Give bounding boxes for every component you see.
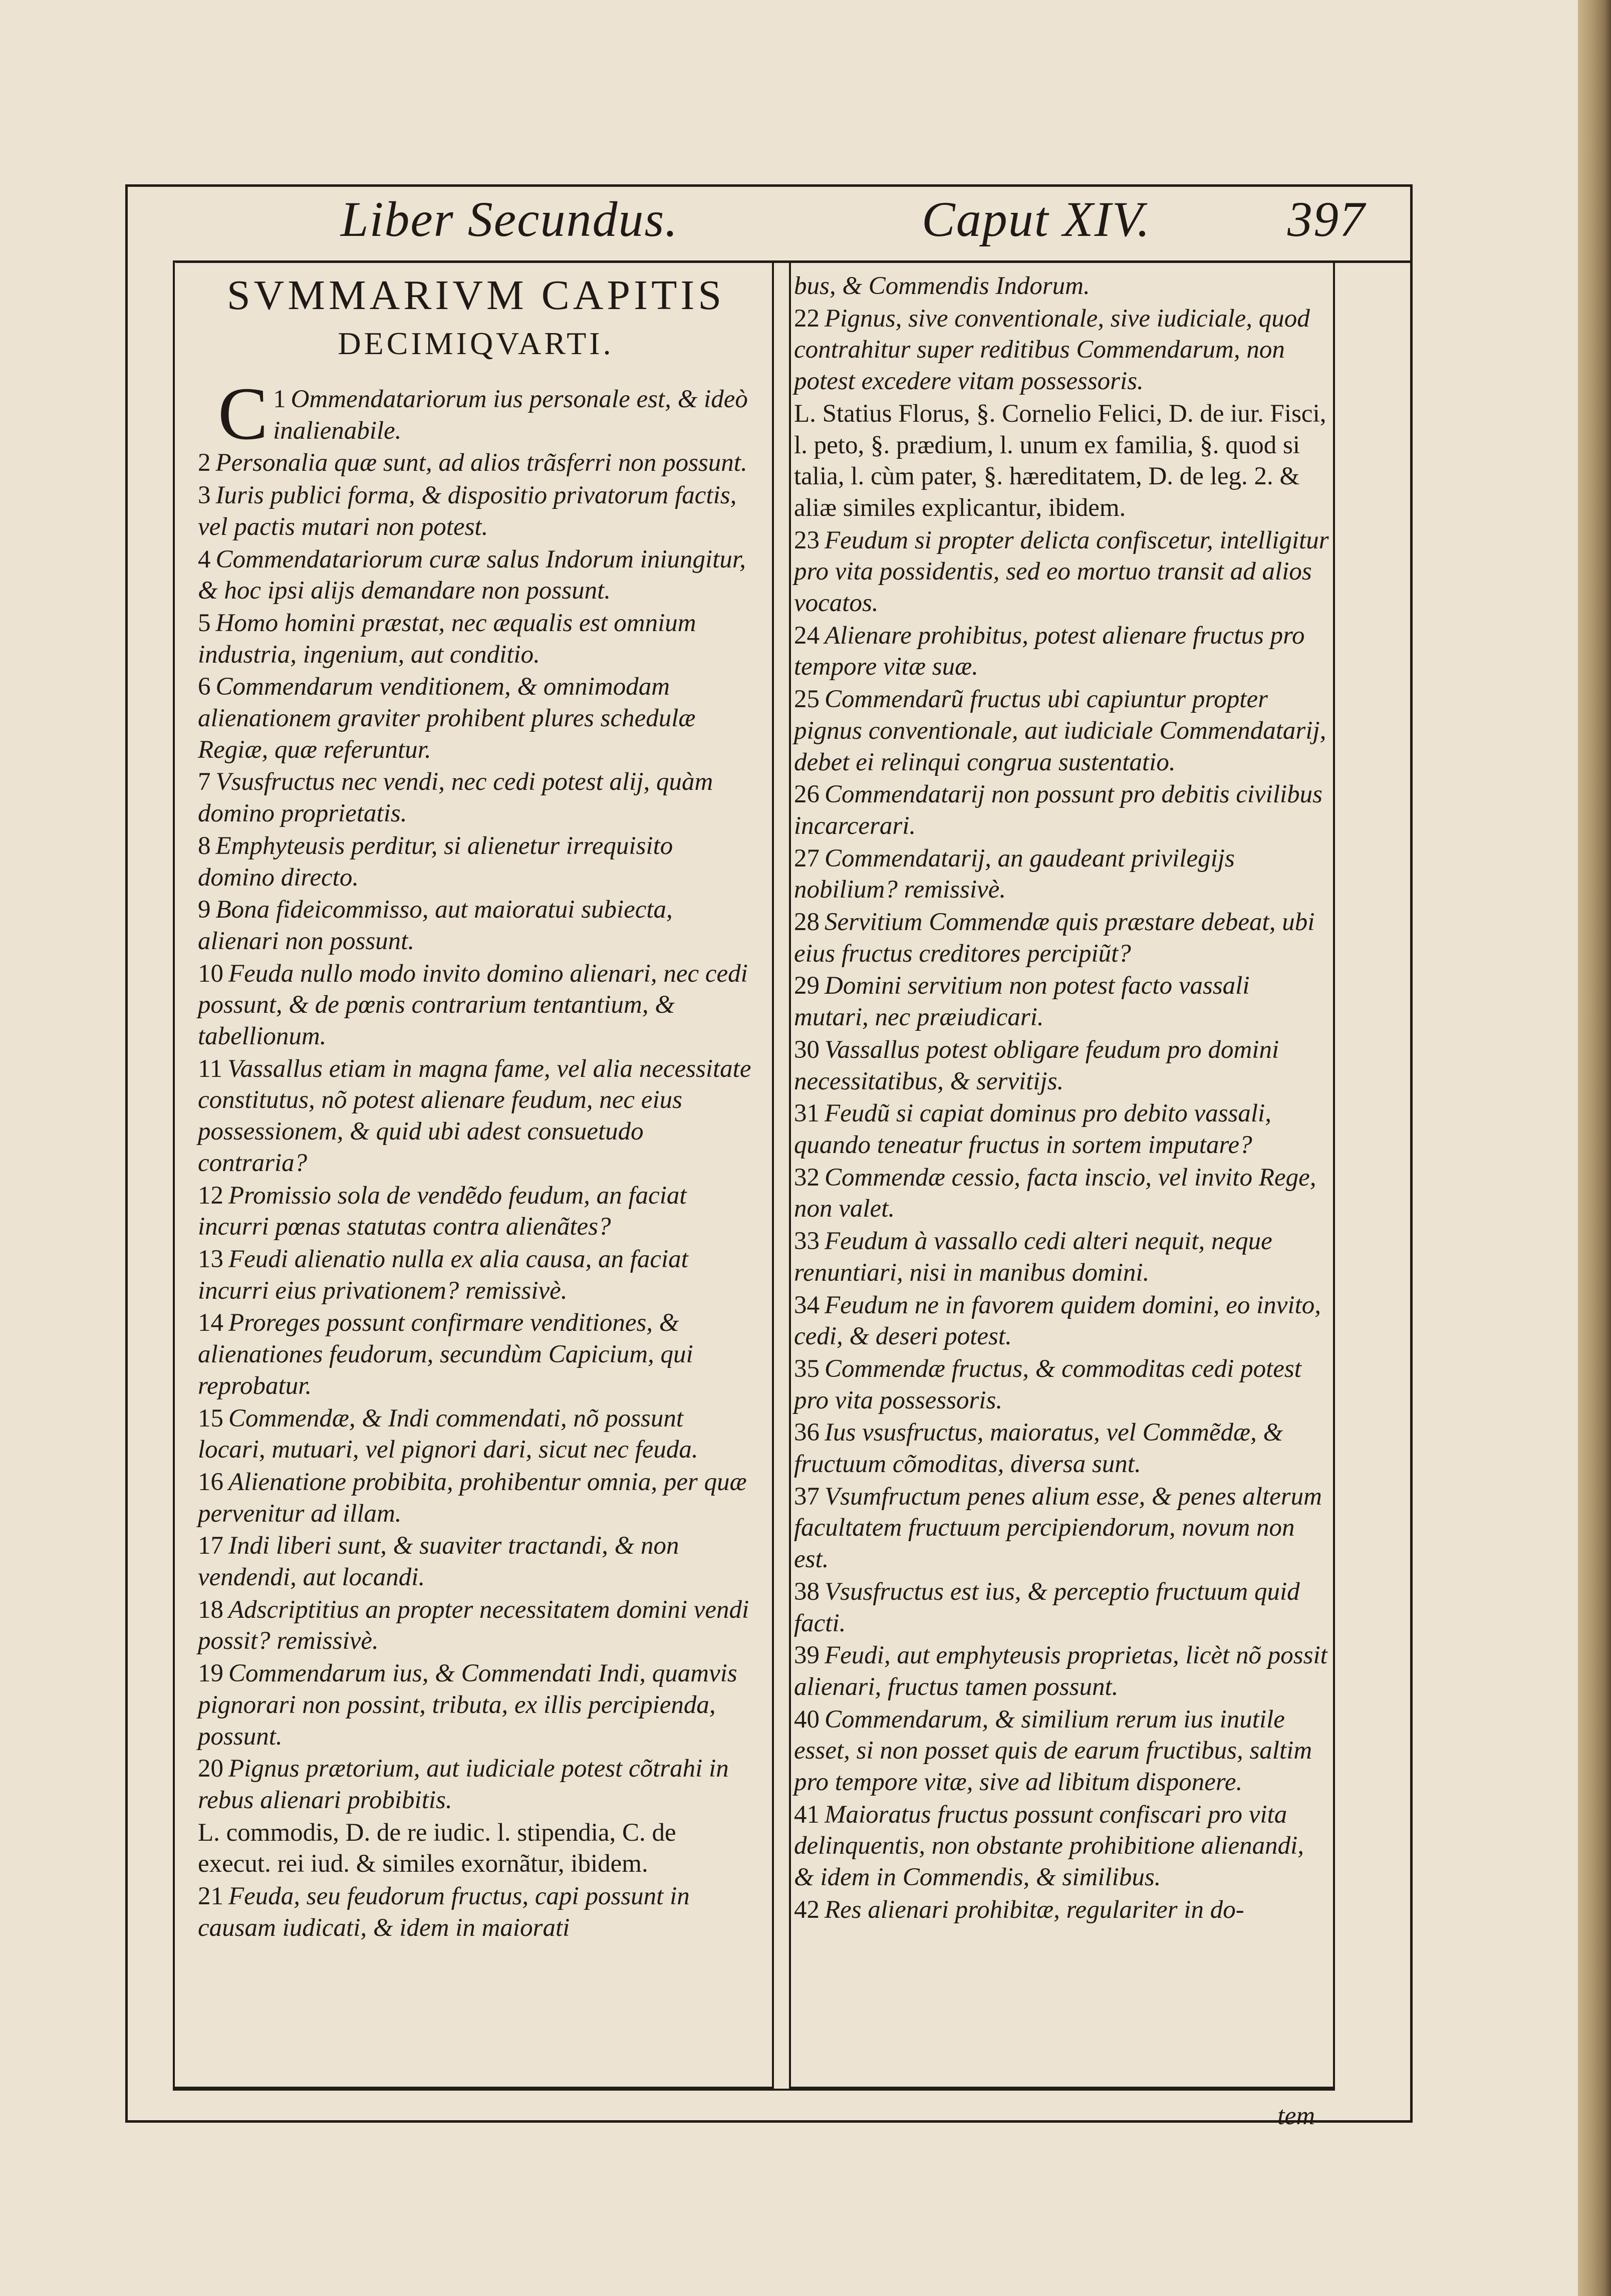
entry-text: L. commodis, D. de re iudic. l. stipendia, C. de execut. rei iud. & similes exornãtur, ibidem. bbox=[198, 1818, 676, 1878]
summary-entry bbox=[794, 1894, 1330, 1926]
entry-text: Servitium Commendæ quis præstare debeat, ubi eius fructus creditores percipiũt? bbox=[794, 908, 1315, 968]
entry-number: 42 bbox=[794, 1895, 820, 1924]
summary-entry bbox=[198, 372, 754, 455]
entry-number: 10 bbox=[198, 959, 223, 988]
entry-number: 8 bbox=[198, 831, 211, 860]
entry-text: Adscriptitius an propter necessitatem domini vendi possit? remissivè. bbox=[198, 1595, 749, 1655]
entry-text: Indi liberi sunt, & suaviter tractandi, & non vendendi, aut locandi. bbox=[198, 1532, 679, 1592]
entry-text: Personalia quæ sunt, ad alios trãsferri non possunt. bbox=[215, 449, 747, 477]
summary-entry bbox=[198, 480, 754, 542]
running-head-left: Liber Secundus. bbox=[341, 191, 679, 247]
summary-entry bbox=[198, 608, 754, 670]
entry-number: 22 bbox=[794, 304, 820, 333]
entry-text: Feudũ si capiat dominus pro debito vassali, quando teneatur fructus in sortem imputare? bbox=[794, 1099, 1271, 1159]
summary-entry bbox=[198, 766, 754, 829]
bottom-rule bbox=[173, 2089, 1335, 2091]
entry-number: 5 bbox=[198, 609, 211, 637]
drop-cap: C bbox=[218, 372, 268, 455]
summary-entry bbox=[198, 1180, 754, 1243]
entry-number: 33 bbox=[794, 1227, 820, 1256]
entry-text: Commendarum ius, & Commendati Indi, quamvis pignorari non possint, tributa, ex illis percipienda, possunt. bbox=[198, 1659, 737, 1751]
entry-text: Commendarũ fructus ubi capiuntur propter pignus conventionale, aut iudiciale Commendatarij, debet ei relinqui congrua sustentatio. bbox=[794, 685, 1326, 776]
summary-entry bbox=[794, 525, 1330, 619]
summary-entry bbox=[198, 1658, 754, 1752]
entry-text: Pignus, sive conventionale, sive iudiciale, quod contrahitur super reditibus Commendarum, non potest excedere vitam possessoris. bbox=[794, 304, 1310, 396]
entry-text: Commendæ fructus, & commoditas cedi potest pro vita possessoris. bbox=[794, 1354, 1301, 1414]
summary-entry bbox=[794, 1640, 1330, 1702]
entry-text: Vsumfructum penes alium esse, & penes alterum facultatem fructuum percipiendorum, novum non est. bbox=[794, 1482, 1322, 1574]
entry-number: 36 bbox=[794, 1418, 820, 1447]
summary-entry bbox=[794, 907, 1330, 969]
right-column bbox=[794, 270, 1330, 1927]
entry-number: 28 bbox=[794, 908, 820, 937]
entry-number: 34 bbox=[794, 1291, 820, 1319]
entry-number: 12 bbox=[198, 1181, 223, 1210]
summary-entry bbox=[794, 970, 1330, 1033]
entry-number: 6 bbox=[198, 673, 211, 701]
summary-entry bbox=[198, 958, 754, 1052]
entry-number: 35 bbox=[794, 1354, 820, 1383]
summary-entry bbox=[198, 544, 754, 607]
entry-number: 39 bbox=[794, 1641, 820, 1670]
entry-number: 18 bbox=[198, 1595, 223, 1624]
summary-entry bbox=[794, 1704, 1330, 1798]
entry-number: 15 bbox=[198, 1404, 223, 1432]
summary-entry bbox=[198, 1467, 754, 1529]
summary-entry bbox=[794, 1799, 1330, 1893]
entry-text: Commendarum venditionem, & omnimodam alienationem graviter prohibent plures schedulæ Regiæ, quæ referuntur. bbox=[198, 673, 696, 764]
entry-text: Commendatarij non possunt pro debitis civilibus incarcerari. bbox=[794, 780, 1323, 840]
entry-text: Commendatarij, an gaudeant privilegijs nobilium? remissivè. bbox=[794, 844, 1235, 904]
entry-number: 14 bbox=[198, 1309, 223, 1337]
entry-number: 13 bbox=[198, 1245, 223, 1273]
summary-entry bbox=[198, 1753, 754, 1816]
entry-number: 9 bbox=[198, 896, 211, 924]
entry-number: 38 bbox=[794, 1577, 820, 1606]
entry-text: Iuris publici forma, & dispositio privatorum factis, vel pactis mutari non potest. bbox=[198, 481, 737, 541]
entry-number: 24 bbox=[794, 621, 820, 650]
entry-text: Vsusfructus nec vendi, nec cedi potest alij, quàm domino proprietatis. bbox=[198, 768, 713, 828]
summary-entry bbox=[794, 303, 1330, 397]
summary-entry bbox=[794, 620, 1330, 683]
summary-entry bbox=[794, 398, 1330, 524]
entry-text: Feudi alienatio nulla ex alia causa, an faciat incurri eius privationem? remissivè. bbox=[198, 1245, 688, 1305]
running-head-chapter: Caput XIV. bbox=[922, 191, 1151, 247]
entry-number: 30 bbox=[794, 1035, 820, 1064]
summary-entry bbox=[794, 684, 1330, 778]
summary-entry bbox=[198, 1881, 754, 1943]
entry-number: 16 bbox=[198, 1468, 223, 1496]
entry-number: 41 bbox=[794, 1800, 820, 1829]
entry-number: 23 bbox=[794, 526, 820, 554]
entry-text: Promissio sola de vendẽdo feudum, an faciat incurri pœnas statutas contra alienãtes? bbox=[198, 1181, 687, 1241]
summary-subtitle: DECIMIQVARTI. bbox=[338, 326, 614, 361]
entry-text: Vassallus etiam in magna fame, vel alia necessitate constitutus, nõ potest alienare feudum, nec eius possessionem, & quid ubi adest consuetudo contraria? bbox=[198, 1054, 751, 1177]
summary-entry bbox=[198, 1307, 754, 1401]
catchword: tem bbox=[1277, 2102, 1315, 2130]
entry-text: Commendæ cessio, facta inscio, vel invito Rege, non valet. bbox=[794, 1163, 1316, 1223]
summary-entry bbox=[198, 830, 754, 893]
summary-entry bbox=[198, 1530, 754, 1593]
summary-entry bbox=[794, 1417, 1330, 1480]
summary-entry bbox=[198, 1817, 754, 1880]
entry-text: Feudum à vassallo cedi alteri nequit, neque renuntiari, nisi in manibus domini. bbox=[794, 1227, 1272, 1287]
summary-entry bbox=[794, 1098, 1330, 1161]
entry-number: 19 bbox=[198, 1659, 223, 1688]
entry-number: 37 bbox=[794, 1482, 820, 1511]
entry-number: 27 bbox=[794, 844, 820, 873]
entry-number: 25 bbox=[794, 685, 820, 714]
entry-number: 21 bbox=[198, 1882, 223, 1911]
summary-entry bbox=[198, 1244, 754, 1306]
entry-number: 20 bbox=[198, 1755, 223, 1783]
entry-number: 3 bbox=[198, 481, 211, 510]
entry-text: Feuda nullo modo invito domino alienari, nec cedi possunt, & de pœnis contrarium tentantium, & tabellionum. bbox=[198, 959, 748, 1051]
entry-number: 40 bbox=[794, 1705, 820, 1734]
summary-entry bbox=[198, 894, 754, 957]
summary-entry bbox=[794, 1162, 1330, 1225]
left-entry-list bbox=[198, 372, 754, 1943]
summary-entry bbox=[198, 1053, 754, 1179]
summary-entry bbox=[198, 1403, 754, 1466]
entry-text: Bona fideicommisso, aut maioratui subiecta, alienari non possunt. bbox=[198, 896, 673, 955]
summary-entry bbox=[198, 1594, 754, 1657]
entry-text: Vassallus potest obligare feudum pro domini necessitatibus, & servitijs. bbox=[794, 1035, 1279, 1095]
entry-number: 31 bbox=[794, 1099, 820, 1128]
entry-text: Homo homini præstat, nec æqualis est omnium industria, ingenium, aut conditio. bbox=[198, 609, 696, 669]
summary-title: SVMMARIVM CAPITIS bbox=[226, 272, 725, 319]
entry-text: Domini servitium non potest facto vassali mutari, nec præiudicari. bbox=[794, 972, 1250, 1032]
entry-number: 29 bbox=[794, 972, 820, 1000]
entry-text: Res alienari prohibitæ, regulariter in do- bbox=[825, 1895, 1244, 1924]
summary-entry bbox=[794, 1034, 1330, 1097]
entry-number: 11 bbox=[198, 1054, 223, 1083]
entry-text: Commendæ, & Indi commendati, nõ possunt locari, mutuari, vel pignori dari, sicut nec feuda. bbox=[198, 1404, 698, 1464]
entry-text: L. Statius Florus, §. Cornelio Felici, D. de iur. Fisci, l. peto, §. prædium, l. unum ex familia, §. quod si talia, l. cùm pater, §. hæreditatem, D. de leg. 2. & aliæ similes explicantur, ibidem. bbox=[794, 399, 1326, 522]
entry-number: 26 bbox=[794, 780, 820, 809]
summary-entry bbox=[794, 1353, 1330, 1416]
entry-text: Feuda, seu feudorum fructus, capi possunt in causam iudicati, & idem in maiorati bbox=[198, 1882, 690, 1942]
entry-number: 2 bbox=[198, 449, 211, 477]
entry-text: Commendatariorum curæ salus Indorum iniungitur, & hoc ipsi alijs demandare non possunt. bbox=[198, 545, 746, 605]
summary-entry bbox=[794, 1290, 1330, 1352]
summary-entry bbox=[794, 1481, 1330, 1575]
entry-text: Alienatione probibita, prohibentur omnia, per quæ pervenitur ad illam. bbox=[198, 1468, 747, 1528]
entry-number: 32 bbox=[794, 1163, 820, 1192]
entry-text: Vsusfructus est ius, & perceptio fructuum quid facti. bbox=[794, 1577, 1300, 1637]
entry-number: 1 bbox=[273, 385, 286, 413]
entry-text: Maioratus fructus possunt confiscari pro vita delinquentis, non obstante prohibitione alienandi, & idem in Commendis, & similibus. bbox=[794, 1800, 1304, 1892]
summary-entry bbox=[794, 843, 1330, 906]
entry-text: Proreges possunt confirmare venditiones, & alienationes feudorum, secundùm Capicium, qui reprobatur. bbox=[198, 1309, 693, 1400]
page-edge bbox=[1578, 0, 1611, 2296]
entry-text: bus, & Commendis Indorum. bbox=[794, 272, 1090, 300]
entry-text: Emphyteusis perditur, si alienetur irrequisito domino directo. bbox=[198, 831, 673, 892]
right-entry-list bbox=[794, 270, 1330, 1926]
entry-text: Feudum si propter delicta confiscetur, intelligitur pro vita possidentis, sed eo mortuo transit ad alios vocatos. bbox=[794, 526, 1329, 618]
summary-entry bbox=[794, 270, 1330, 302]
entry-text: Ommendatariorum ius personale est, & ideò inalienabile. bbox=[273, 385, 748, 445]
entry-number: 17 bbox=[198, 1532, 223, 1560]
entry-text: Alienare prohibitus, potest alienare fructus pro tempore vitæ suæ. bbox=[794, 621, 1305, 681]
entry-number: 7 bbox=[198, 768, 211, 796]
summary-entry bbox=[794, 1576, 1330, 1639]
page-number: 397 bbox=[1287, 191, 1366, 247]
entry-number: 4 bbox=[198, 545, 211, 573]
entry-text: Ius vsusfructus, maioratus, vel Commẽdæ, & fructuum cõmoditas, diversa sunt. bbox=[794, 1418, 1283, 1479]
entry-text: Feudi, aut emphyteusis proprietas, licèt nõ possit alienari, fructus tamen possunt. bbox=[794, 1641, 1327, 1701]
summary-entry bbox=[794, 1226, 1330, 1288]
summary-entry bbox=[198, 671, 754, 765]
entry-text: Commendarum, & similium rerum ius inutile esset, si non posset quis de earum fructibus, saltim pro tempore vitæ, sive ad libitum disponere. bbox=[794, 1705, 1312, 1797]
entry-text: Feudum ne in favorem quidem domini, eo invito, cedi, & deseri potest. bbox=[794, 1291, 1321, 1351]
left-column bbox=[198, 270, 754, 1944]
summary-entry bbox=[794, 779, 1330, 841]
summary-entry bbox=[198, 447, 754, 479]
entry-text: Pignus prætorium, aut iudiciale potest cõtrahi in rebus alienari probibitis. bbox=[198, 1755, 729, 1814]
